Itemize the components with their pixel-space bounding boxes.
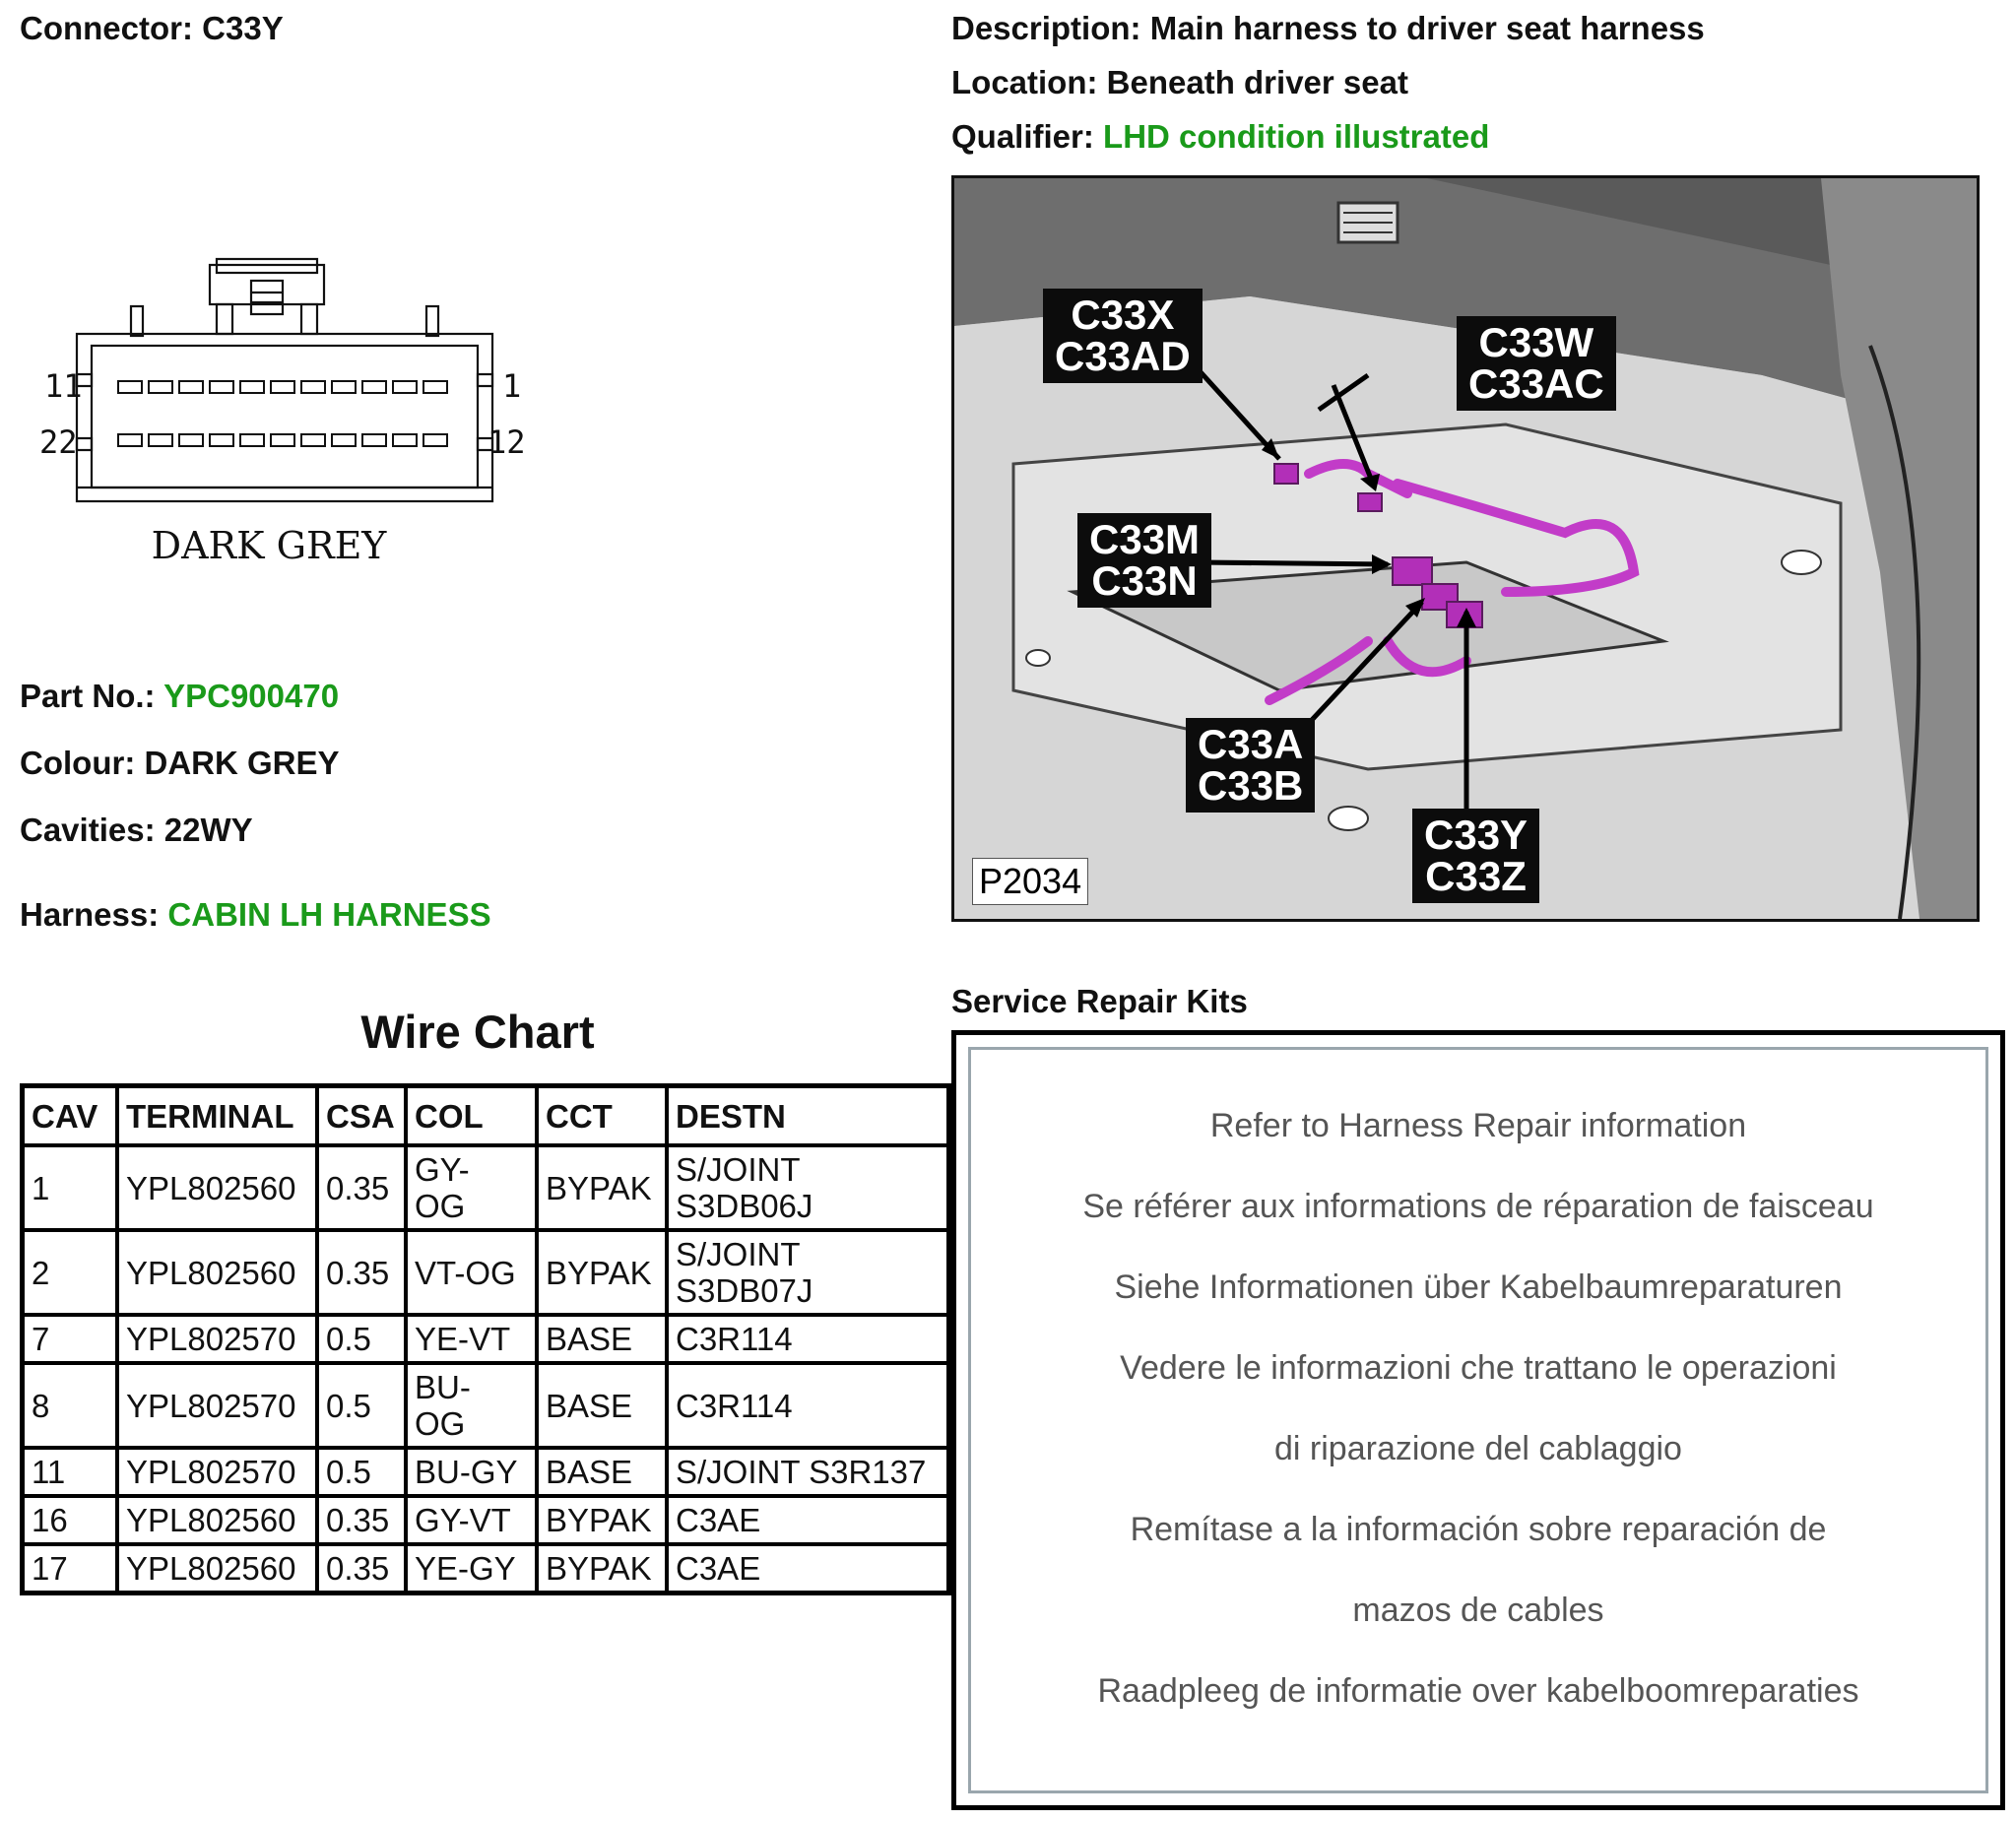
callout-c33x-line1: C33X xyxy=(1071,292,1175,338)
pin-cavity xyxy=(240,434,264,446)
cell-cav: 8 xyxy=(23,1363,118,1448)
connector-colour-caption: DARK GREY xyxy=(151,524,387,567)
pin-label-12: 12 xyxy=(488,423,526,461)
pin-cavity xyxy=(210,381,233,393)
callout-c33y-c33z xyxy=(1412,809,1539,903)
cell-terminal: YPL802560 xyxy=(117,1145,317,1230)
wire-chart-header-row xyxy=(23,1086,949,1146)
callout-c33m-line2: C33N xyxy=(1091,557,1198,604)
callout-c33a-line2: C33B xyxy=(1198,762,1304,809)
pin-cavity xyxy=(332,434,356,446)
callout-c33x-line2: C33AD xyxy=(1055,333,1191,379)
pin-label-1: 1 xyxy=(502,367,522,405)
col-header-col: COL xyxy=(406,1086,537,1146)
col-header-destn: DESTN xyxy=(667,1086,949,1146)
table-row xyxy=(23,1544,949,1593)
cell-csa: 0.35 xyxy=(317,1230,406,1315)
wire-chart-table xyxy=(20,1083,951,1595)
pin-cavity xyxy=(332,381,356,393)
colour-value: DARK GREY xyxy=(144,745,340,781)
callout-c33w-line1: C33W xyxy=(1478,319,1594,365)
part-number-line xyxy=(20,678,339,715)
repair-kit-line-es-2: mazos de cables xyxy=(1352,1592,1604,1629)
repair-kit-line-de: Siehe Informationen über Kabelbaumreparaturen xyxy=(1114,1268,1843,1306)
table-row xyxy=(23,1496,949,1544)
cell-terminal: YPL802570 xyxy=(117,1448,317,1496)
pin-cavity xyxy=(271,381,294,393)
connector-value: C33Y xyxy=(202,10,284,46)
harness-value[interactable]: CABIN LH HARNESS xyxy=(167,896,491,933)
location-value: Beneath driver seat xyxy=(1106,64,1408,100)
cell-cav: 2 xyxy=(23,1230,118,1315)
connector-label: Connector: xyxy=(20,10,193,46)
pin-label-11: 11 xyxy=(44,367,83,405)
cell-cav: 16 xyxy=(23,1496,118,1544)
harness-label: Harness: xyxy=(20,896,160,933)
repair-kit-line-it-2: di riparazione del cablaggio xyxy=(1274,1430,1682,1467)
cell-csa: 0.35 xyxy=(317,1544,406,1593)
pin-cavity xyxy=(240,381,264,393)
part-value[interactable]: YPC900470 xyxy=(163,678,340,714)
pin-cavity xyxy=(118,381,142,393)
callout-c33y-line1: C33Y xyxy=(1424,812,1528,858)
cell-cct: BYPAK xyxy=(537,1145,667,1230)
cell-cct: BYPAK xyxy=(537,1544,667,1593)
wire-chart-title: Wire Chart xyxy=(360,1006,595,1058)
cell-cav: 17 xyxy=(23,1544,118,1593)
pin-cavity xyxy=(271,434,294,446)
pin-cavity xyxy=(179,434,203,446)
cavities-line xyxy=(20,812,253,849)
table-row xyxy=(23,1363,949,1448)
cavities-label: Cavities: xyxy=(20,812,156,848)
callout-c33w-line2: C33AC xyxy=(1468,360,1604,407)
cell-cct: BASE xyxy=(537,1315,667,1363)
description-label: Description: xyxy=(951,10,1141,46)
callout-c33m-line1: C33M xyxy=(1089,516,1201,562)
qualifier-value[interactable]: LHD condition illustrated xyxy=(1103,118,1490,155)
cell-destn: C3R114 xyxy=(667,1363,949,1448)
table-row xyxy=(23,1315,949,1363)
pin-cavity xyxy=(179,381,203,393)
pin-label-22: 22 xyxy=(39,423,78,461)
cell-cct: BYPAK xyxy=(537,1230,667,1315)
connector-heading xyxy=(20,10,284,47)
repair-kits-box xyxy=(951,1030,2005,1810)
callout-c33x-c33ad xyxy=(1043,289,1203,383)
cell-csa: 0.5 xyxy=(317,1448,406,1496)
cell-cct: BYPAK xyxy=(537,1496,667,1544)
description-value: Main harness to driver seat harness xyxy=(1149,10,1705,46)
harness-line xyxy=(20,896,491,934)
cell-csa: 0.35 xyxy=(317,1496,406,1544)
connector-face-diagram xyxy=(15,251,527,576)
col-header-terminal: TERMINAL xyxy=(117,1086,317,1146)
repair-kit-line-nl: Raadpleeg de informatie over kabelboomreparaties xyxy=(1097,1672,1859,1710)
cell-col: YE-VT xyxy=(406,1315,537,1363)
photo-reference-id: P2034 xyxy=(972,858,1088,905)
cell-terminal: YPL802570 xyxy=(117,1315,317,1363)
table-row xyxy=(23,1145,949,1230)
location-illustration xyxy=(951,175,1980,922)
pin-cavity xyxy=(362,381,386,393)
callout-c33w-c33ac xyxy=(1457,316,1616,411)
cell-csa: 0.5 xyxy=(317,1363,406,1448)
pin-cavity xyxy=(393,434,417,446)
qualifier-line xyxy=(951,118,1489,156)
cell-col: BU- OG xyxy=(406,1363,537,1448)
repair-kit-line-it-1: Vedere le informazioni che trattano le operazioni xyxy=(1120,1349,1837,1387)
cell-terminal: YPL802560 xyxy=(117,1230,317,1315)
cell-csa: 0.5 xyxy=(317,1315,406,1363)
cell-destn: S/JOINT S3R137 xyxy=(667,1448,949,1496)
repair-kit-line-en: Refer to Harness Repair information xyxy=(1209,1107,1747,1144)
pin-cavity xyxy=(149,381,172,393)
cell-cav: 11 xyxy=(23,1448,118,1496)
cell-cct: BASE xyxy=(537,1448,667,1496)
colour-line xyxy=(20,745,340,782)
callout-c33a-c33b xyxy=(1186,718,1315,813)
repair-kit-line-es-1: Remítase a la información sobre reparación de xyxy=(1130,1511,1827,1548)
location-line xyxy=(951,64,1408,101)
cell-destn: S/JOINT S3DB06J xyxy=(667,1145,949,1230)
pin-cavity xyxy=(301,434,325,446)
cell-destn: S/JOINT S3DB07J xyxy=(667,1230,949,1315)
colour-label: Colour: xyxy=(20,745,136,781)
pin-cavity xyxy=(149,434,172,446)
cell-cav: 1 xyxy=(23,1145,118,1230)
cell-destn: C3R114 xyxy=(667,1315,949,1363)
pin-cavity xyxy=(423,434,447,446)
table-row xyxy=(23,1230,949,1315)
cell-col: GY- OG xyxy=(406,1145,537,1230)
table-row xyxy=(23,1448,949,1496)
pin-cavity xyxy=(118,434,142,446)
cell-col: YE-GY xyxy=(406,1544,537,1593)
cell-terminal: YPL802560 xyxy=(117,1544,317,1593)
callout-c33a-line1: C33A xyxy=(1198,721,1304,767)
part-label: Part No.: xyxy=(20,678,156,714)
qualifier-label: Qualifier: xyxy=(951,118,1094,155)
description-line xyxy=(951,10,1705,47)
repair-kit-line-fr: Se référer aux informations de réparation de faisceau xyxy=(1082,1188,1874,1225)
pin-cavity xyxy=(210,434,233,446)
cell-col: VT-OG xyxy=(406,1230,537,1315)
cell-terminal: YPL802560 xyxy=(117,1496,317,1544)
location-label: Location: xyxy=(951,64,1098,100)
callout-c33y-line2: C33Z xyxy=(1425,853,1527,899)
pin-cavity xyxy=(362,434,386,446)
pin-cavity xyxy=(301,381,325,393)
cell-destn: C3AE xyxy=(667,1544,949,1593)
pin-cavity xyxy=(423,381,447,393)
cavities-value: 22WY xyxy=(163,812,253,848)
col-header-csa: CSA xyxy=(317,1086,406,1146)
col-header-cav: CAV xyxy=(23,1086,118,1146)
pin-cavity xyxy=(393,381,417,393)
cell-col: BU-GY xyxy=(406,1448,537,1496)
cell-cct: BASE xyxy=(537,1363,667,1448)
cell-cav: 7 xyxy=(23,1315,118,1363)
callout-c33m-c33n xyxy=(1077,513,1211,608)
repair-kits-title: Service Repair Kits xyxy=(951,983,1248,1019)
repair-kits-inner-frame xyxy=(968,1047,1988,1793)
cell-terminal: YPL802570 xyxy=(117,1363,317,1448)
cell-csa: 0.35 xyxy=(317,1145,406,1230)
cell-col: GY-VT xyxy=(406,1496,537,1544)
col-header-cct: CCT xyxy=(537,1086,667,1146)
cell-destn: C3AE xyxy=(667,1496,949,1544)
